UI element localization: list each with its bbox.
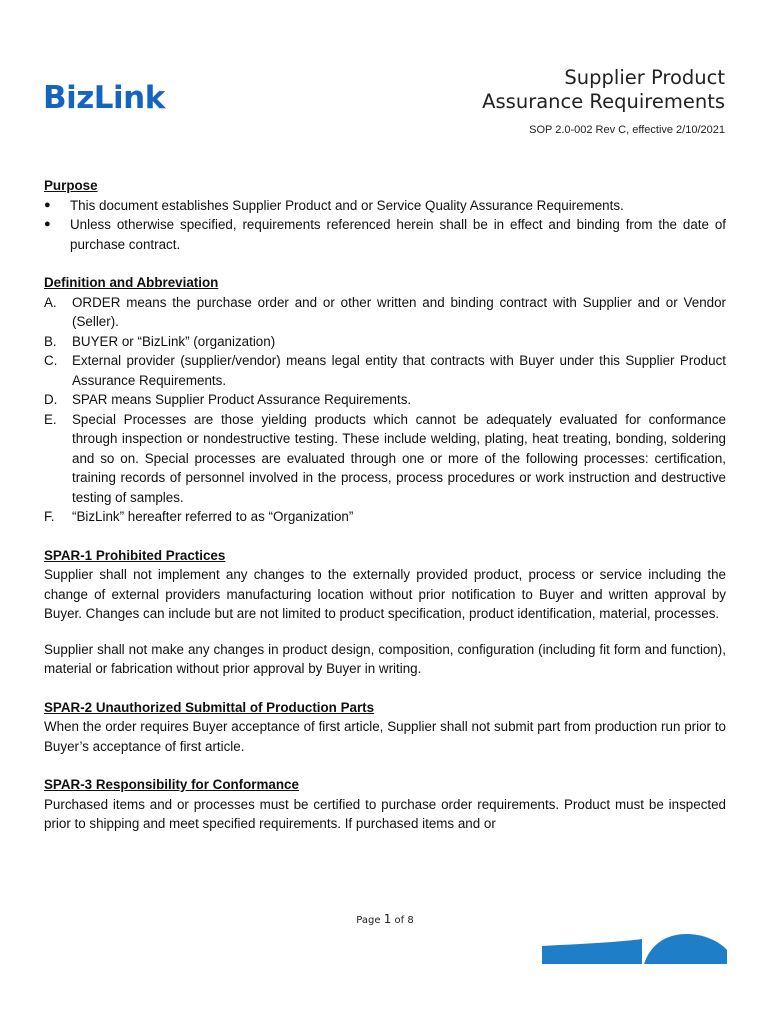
item-text: SPAR means Supplier Product Assurance Requirements. xyxy=(72,392,412,407)
item-text: External provider (supplier/vendor) means legal entity that contracts with Buyer under this Supplier Product Assurance Requirements. xyxy=(72,353,726,388)
definitions-heading: Definition and Abbreviation xyxy=(44,275,219,290)
page-total: 8 xyxy=(407,915,414,926)
bullet-icon: ● xyxy=(44,198,51,211)
spar2-heading: SPAR-2 Unauthorized Submittal of Production Parts xyxy=(44,699,375,715)
item-letter: F. xyxy=(44,509,55,524)
document-title-line2: Assurance Requirements xyxy=(482,90,725,113)
bullet-icon: ● xyxy=(44,218,51,230)
definition-item xyxy=(44,351,726,390)
spar2-section xyxy=(44,698,726,757)
page-word: Page xyxy=(356,915,381,926)
item-text: “BizLink” hereafter referred to as “Organization” xyxy=(72,509,354,524)
definition-item xyxy=(44,293,726,332)
item-letter: A. xyxy=(44,294,57,310)
item-letter: B. xyxy=(44,333,57,349)
bullet-text: Unless otherwise specified, requirements referenced herein shall be in effect and binding from the date of purchase contract. xyxy=(70,217,726,252)
document-body xyxy=(44,176,726,853)
item-text: BUYER or “BizLink” (organization) xyxy=(72,333,276,349)
wave-decoration-icon xyxy=(542,930,727,964)
spar3-section xyxy=(44,775,726,834)
bullet-text: This document establishes Supplier Product and or Service Quality Assurance Requirements. xyxy=(70,197,624,213)
sop-reference: SOP 2.0-002 Rev C, effective 2/10/2021 xyxy=(529,124,725,136)
spar3-paragraph: Purchased items and or processes must be certified to purchase order requirements. Product must be inspected prior to shipping and meet specified requirements. If purchased items and or xyxy=(44,796,726,831)
item-letter: E. xyxy=(44,411,57,427)
purpose-section xyxy=(44,176,726,254)
spar3-heading: SPAR-3 Responsibility for Conformance xyxy=(44,777,299,792)
definition-item xyxy=(44,390,726,410)
definition-item xyxy=(44,507,726,527)
spar1-heading: SPAR-1 Prohibited Practices xyxy=(44,547,226,563)
item-text: ORDER means the purchase order and or other written and binding contract with Supplier and or Vendor (Seller). xyxy=(72,294,726,329)
spar1-paragraph: Supplier shall not implement any changes to the externally provided product, process or service including the change of external providers manufacturing location without prior notification to Buyer and written approval by Buyer. Changes can include but are not limited to product specification, product identification, material, processes. xyxy=(44,567,726,621)
definition-item xyxy=(44,410,726,508)
spar2-paragraph: When the order requires Buyer acceptance of first article, Supplier shall not submit part from production run prior to Buyer’s acceptance of first article. xyxy=(44,719,726,754)
purpose-bullet xyxy=(44,196,726,216)
purpose-bullet xyxy=(44,215,726,254)
page-number: 1 xyxy=(383,912,392,926)
page-footer xyxy=(0,912,770,926)
spar1-section xyxy=(44,546,726,679)
purpose-heading: Purpose xyxy=(44,178,98,193)
item-text: Special Processes are those yielding products which cannot be adequately evaluated for conformance through inspection or nondestructive testing. These include welding, plating, heat treating, bonding, soldering and so on. Special processes are evaluated through one or more of the following processes: certification, training records of personnel involved in the process, process procedures or work instruction and destructive testing of samples. xyxy=(72,411,726,505)
item-letter: C. xyxy=(44,353,58,368)
bizlink-logo: BizLink xyxy=(43,80,165,116)
of-word: of xyxy=(394,915,405,926)
document-title-block xyxy=(482,66,725,136)
document-title-line1: Supplier Product xyxy=(564,66,725,89)
definitions-section xyxy=(44,273,726,527)
spar1-paragraph: Supplier shall not make any changes in product design, composition, configuration (including fit form and function), material or fabrication without prior approval by Buyer in writing. xyxy=(44,641,726,676)
definition-item xyxy=(44,332,726,352)
item-letter: D. xyxy=(44,392,58,407)
